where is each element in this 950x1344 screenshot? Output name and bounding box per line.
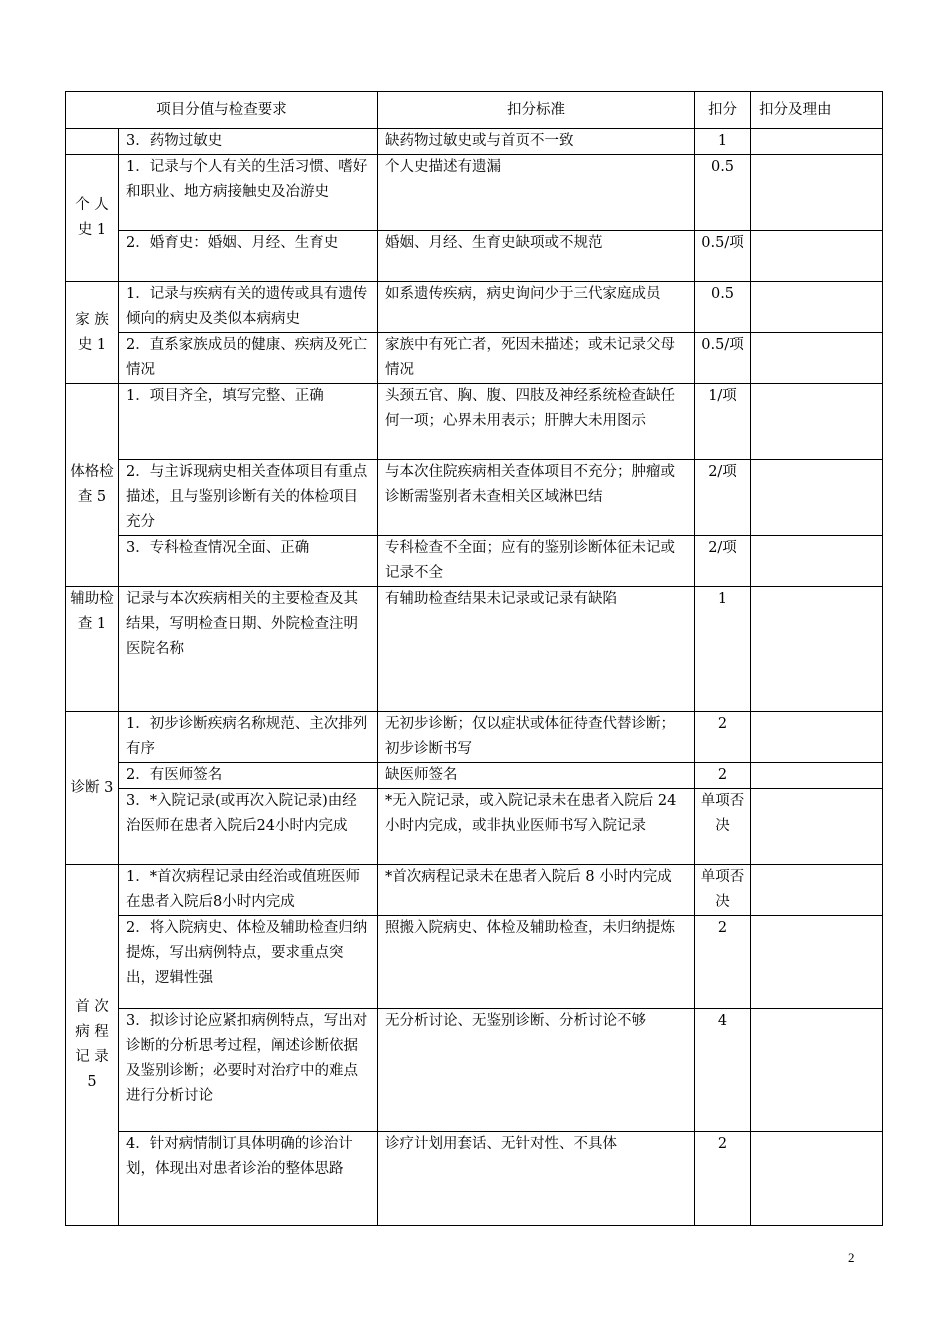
reason-cell[interactable]	[751, 231, 883, 282]
standard-cell: 诊疗计划用套话、无针对性、不具体	[378, 1132, 695, 1226]
category-auxiliary-exam: 辅助检查 1	[66, 587, 119, 712]
reason-cell[interactable]	[751, 460, 883, 536]
reason-cell[interactable]	[751, 333, 883, 384]
reason-cell[interactable]	[751, 129, 883, 155]
category-family-history: 家 族 史 1	[66, 282, 119, 384]
requirement-cell: 记录与本次疾病相关的主要检查及其结果，写明检查日期、外院检查注明医院名称	[119, 587, 378, 712]
standard-cell: 家族中有死亡者，死因未描述；或未记录父母情况	[378, 333, 695, 384]
score-cell: 2/项	[695, 460, 751, 536]
score-cell: 1	[695, 129, 751, 155]
score-cell: 2	[695, 916, 751, 1009]
score-cell: 单项否决	[695, 789, 751, 865]
table-row	[66, 282, 883, 333]
requirement-cell: 3．专科检查情况全面、正确	[119, 536, 378, 587]
reason-cell[interactable]	[751, 155, 883, 231]
requirement-cell: 2．将入院病史、体检及辅助检查归纳提炼，写出病例特点，要求重点突出，逻辑性强	[119, 916, 378, 1009]
table-row	[66, 333, 883, 384]
reason-cell[interactable]	[751, 1132, 883, 1226]
header-deduct: 扣分	[695, 92, 751, 129]
score-cell: 2	[695, 712, 751, 763]
category-cell-empty	[66, 129, 119, 155]
reason-cell[interactable]	[751, 1009, 883, 1132]
reason-cell[interactable]	[751, 789, 883, 865]
reason-cell[interactable]	[751, 536, 883, 587]
standard-cell: 无分析讨论、无鉴别诊断、分析讨论不够	[378, 1009, 695, 1132]
requirement-cell: 2．直系家族成员的健康、疾病及死亡情况	[119, 333, 378, 384]
category-diagnosis: 诊断 3	[66, 712, 119, 865]
requirement-cell: 2．婚育史：婚姻、月经、生育史	[119, 231, 378, 282]
reason-cell[interactable]	[751, 282, 883, 333]
score-cell: 0.5	[695, 155, 751, 231]
evaluation-table	[65, 91, 883, 1226]
category-personal-history: 个 人 史 1	[66, 155, 119, 282]
standard-cell: 专科检查不全面；应有的鉴别诊断体征未记或记录不全	[378, 536, 695, 587]
reason-cell[interactable]	[751, 865, 883, 916]
category-physical-exam: 体格检查 5	[66, 384, 119, 587]
requirement-cell: 3．*入院记录(或再次入院记录)由经治医师在患者入院后24小时内完成	[119, 789, 378, 865]
reason-cell[interactable]	[751, 587, 883, 712]
category-first-progress-record: 首 次 病 程 记 录 5	[66, 865, 119, 1226]
standard-cell: *首次病程记录未在患者入院后 8 小时内完成	[378, 865, 695, 916]
table-row	[66, 129, 883, 155]
standard-cell: 有辅助检查结果未记录或记录有缺陷	[378, 587, 695, 712]
table-row	[66, 231, 883, 282]
score-cell: 2/项	[695, 536, 751, 587]
table-row	[66, 865, 883, 916]
score-cell: 4	[695, 1009, 751, 1132]
standard-cell: 婚姻、月经、生育史缺项或不规范	[378, 231, 695, 282]
requirement-cell: 1．项目齐全，填写完整、正确	[119, 384, 378, 460]
score-cell: 0.5/项	[695, 231, 751, 282]
table-row	[66, 712, 883, 763]
standard-cell: 无初步诊断；仅以症状或体征待查代替诊断；初步诊断书写	[378, 712, 695, 763]
table-row	[66, 460, 883, 536]
table-header-row	[66, 92, 883, 129]
standard-cell: 缺药物过敏史或与首页不一致	[378, 129, 695, 155]
table-row	[66, 1132, 883, 1226]
score-cell: 1/项	[695, 384, 751, 460]
score-cell: 2	[695, 763, 751, 789]
header-standard: 扣分标准	[378, 92, 695, 129]
score-cell: 单项否决	[695, 865, 751, 916]
reason-cell[interactable]	[751, 763, 883, 789]
requirement-cell: 1．*首次病程记录由经治或值班医师在患者入院后8小时内完成	[119, 865, 378, 916]
standard-cell: 与本次住院疾病相关查体项目不充分；肿瘤或诊断需鉴别者未查相关区域淋巴结	[378, 460, 695, 536]
requirement-cell: 2．与主诉现病史相关查体项目有重点描述，且与鉴别诊断有关的体检项目充分	[119, 460, 378, 536]
standard-cell: 如系遗传疾病，病史询问少于三代家庭成员	[378, 282, 695, 333]
table-row	[66, 155, 883, 231]
table-row	[66, 384, 883, 460]
requirement-cell: 3．药物过敏史	[119, 129, 378, 155]
reason-cell[interactable]	[751, 916, 883, 1009]
table-row	[66, 587, 883, 712]
standard-cell: 头颈五官、胸、腹、四肢及神经系统检查缺任何一项；心界未用表示；肝脾大未用图示	[378, 384, 695, 460]
score-cell: 2	[695, 1132, 751, 1226]
table-row	[66, 789, 883, 865]
requirement-cell: 3．拟诊讨论应紧扣病例特点，写出对诊断的分析思考过程，阐述诊断依据及鉴别诊断；必要时对治疗中的难点进行分析讨论	[119, 1009, 378, 1132]
header-reason: 扣分及理由	[751, 92, 883, 129]
score-cell: 1	[695, 587, 751, 712]
header-item: 项目分值与检查要求	[66, 92, 378, 129]
requirement-cell: 1．记录与疾病有关的遗传或具有遗传倾向的病史及类似本病病史	[119, 282, 378, 333]
requirement-cell: 1．记录与个人有关的生活习惯、嗜好和职业、地方病接触史及冶游史	[119, 155, 378, 231]
reason-cell[interactable]	[751, 384, 883, 460]
requirement-cell: 2．有医师签名	[119, 763, 378, 789]
standard-cell: 个人史描述有遗漏	[378, 155, 695, 231]
score-cell: 0.5	[695, 282, 751, 333]
requirement-cell: 4．针对病情制订具体明确的诊治计划，体现出对患者诊治的整体思路	[119, 1132, 378, 1226]
reason-cell[interactable]	[751, 712, 883, 763]
standard-cell: 缺医师签名	[378, 763, 695, 789]
page-number: 2	[848, 1250, 855, 1265]
standard-cell: 照搬入院病史、体检及辅助检查，未归纳提炼	[378, 916, 695, 1009]
table-row	[66, 763, 883, 789]
table-row	[66, 536, 883, 587]
score-cell: 0.5/项	[695, 333, 751, 384]
standard-cell: *无入院记录，或入院记录未在患者入院后 24 小时内完成，或非执业医师书写入院记录	[378, 789, 695, 865]
table-row	[66, 1009, 883, 1132]
table-row	[66, 916, 883, 1009]
requirement-cell: 1．初步诊断疾病名称规范、主次排列有序	[119, 712, 378, 763]
